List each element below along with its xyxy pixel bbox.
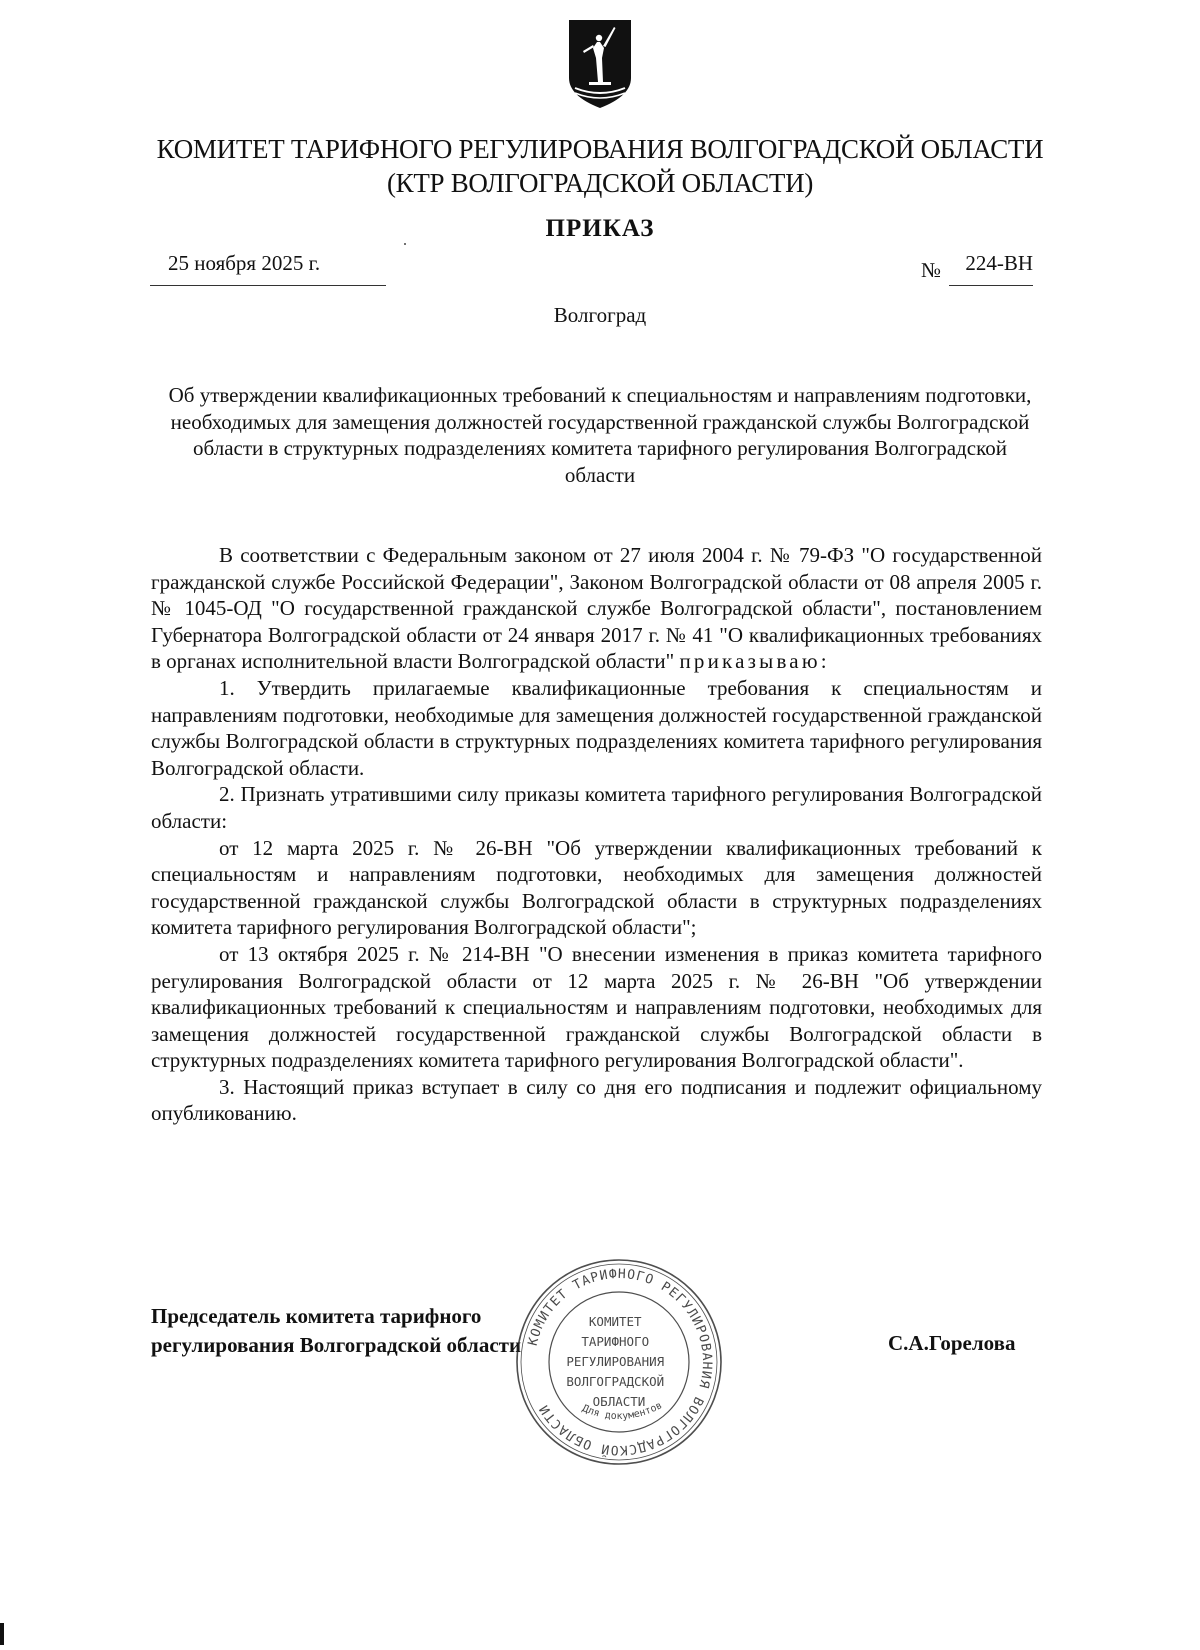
signatory-position bbox=[151, 1302, 521, 1360]
stamp-line-4: ВОЛГОГРАДСКОЙ bbox=[566, 1374, 665, 1389]
coat-of-arms-icon bbox=[567, 18, 633, 110]
stamp-line-1: КОМИТЕТ bbox=[588, 1314, 642, 1329]
position-line-1: Председатель комитета тарифного bbox=[151, 1304, 482, 1328]
svg-text:КОМИТЕТ ТАРИФНОГО bbox=[566, 1314, 671, 1409]
item-2: 2. Признать утратившими силу приказы комитета тарифного регулирования Волгоградской области: bbox=[151, 782, 1042, 833]
document-type: ПРИКАЗ bbox=[545, 215, 655, 242]
document-subject: Об утверждении квалификационных требований к специальностям и направлениям подготовки, необходимых для замещения должностей государственной гражданской службы Волгоградской области в структурных подразделениях комитета тарифного регулирования Волгоградской области bbox=[168, 383, 1032, 487]
intro-paragraph bbox=[151, 542, 1042, 675]
number-underline bbox=[949, 285, 1033, 286]
organization-short-name: (КТР ВОЛГОГРАДСКОЙ ОБЛАСТИ) bbox=[386, 168, 814, 198]
document-date: 25 ноября 2025 г. bbox=[168, 251, 321, 275]
position-line-2: регулирования Волгоградской области bbox=[151, 1333, 522, 1357]
order-word: приказываю: bbox=[679, 649, 830, 674]
item-2-b: от 13 октября 2025 г. № 214-ВН "О внесении изменения в приказ комитета тарифного регулирования Волгоградской области от 12 марта 2025 г. № 26-ВН "Об утверждении квалификационных требований к специальностям и направлениям подготовки, необходимых для замещения должностей государственной гражданской службы Волгоградской области в структурных подразделениях комитета тарифного регулирования Волгоградской области". bbox=[151, 941, 1042, 1073]
stamp-line-2: ТАРИФНОГО bbox=[581, 1334, 650, 1349]
stamp-bottom-text: Для документов bbox=[580, 1400, 665, 1423]
document-number: 224-ВН bbox=[965, 251, 1033, 275]
organization-name: КОМИТЕТ ТАРИФНОГО РЕГУЛИРОВАНИЯ ВОЛГОГРАДСКОЙ ОБЛАСТИ bbox=[156, 134, 1044, 164]
item-2-a: от 12 марта 2025 г. № 26-ВН "Об утверждении квалификационных требований к специальностям и направлениям подготовки, необходимых для замещения должностей государственной гражданской службы Волгоградской области в структурных подразделениях комитета тарифного регулирования Волгоградской области"; bbox=[151, 835, 1042, 940]
item-3: 3. Настоящий приказ вступает в силу со дня его подписания и подлежит официальному опубликованию. bbox=[151, 1074, 1042, 1126]
number-sign: № bbox=[921, 258, 942, 282]
city: Волгоград bbox=[553, 303, 647, 327]
scan-edge-mark bbox=[0, 1623, 4, 1645]
stamp-ring-text: КОМИТЕТ ТАРИФНОГО РЕГУЛИРОВАНИЯ ВОЛГОГРАДСКОЙ ОБЛАСТИ bbox=[525, 1266, 715, 1458]
stamp-line-3: РЕГУЛИРОВАНИЯ bbox=[566, 1354, 665, 1369]
official-seal-stamp bbox=[513, 1256, 725, 1468]
signatory-name: С.А.Горелова bbox=[888, 1331, 1016, 1355]
scan-speck bbox=[404, 243, 406, 245]
item-1: 1. Утвердить прилагаемые квалификационные требования к специальностям и направлениям подготовки, необходимые для замещения должностей государственной гражданской службы Волгоградской области в структурных подразделениях комитета тарифного регулирования Волгоградской области. bbox=[151, 675, 1042, 780]
intro-text: В соответствии с Федеральным законом от 27 июля 2004 г. № 79-ФЗ "О государственной гражданской службе Российской Федерации", Законом Волгоградской области от 08 апреля 2005 г. № 1045-ОД "О государственной гражданской службе Волгоградской области", постановлением Губернатора Волгоградской области от 24 января 2017 г. № 41 "О квалификационных требованиях в органах исполнительной власти Волгоградской области" bbox=[151, 543, 1042, 674]
document-body bbox=[151, 542, 1042, 1127]
stamp-line-5: ОБЛАСТИ bbox=[592, 1394, 646, 1409]
date-underline bbox=[150, 285, 386, 286]
